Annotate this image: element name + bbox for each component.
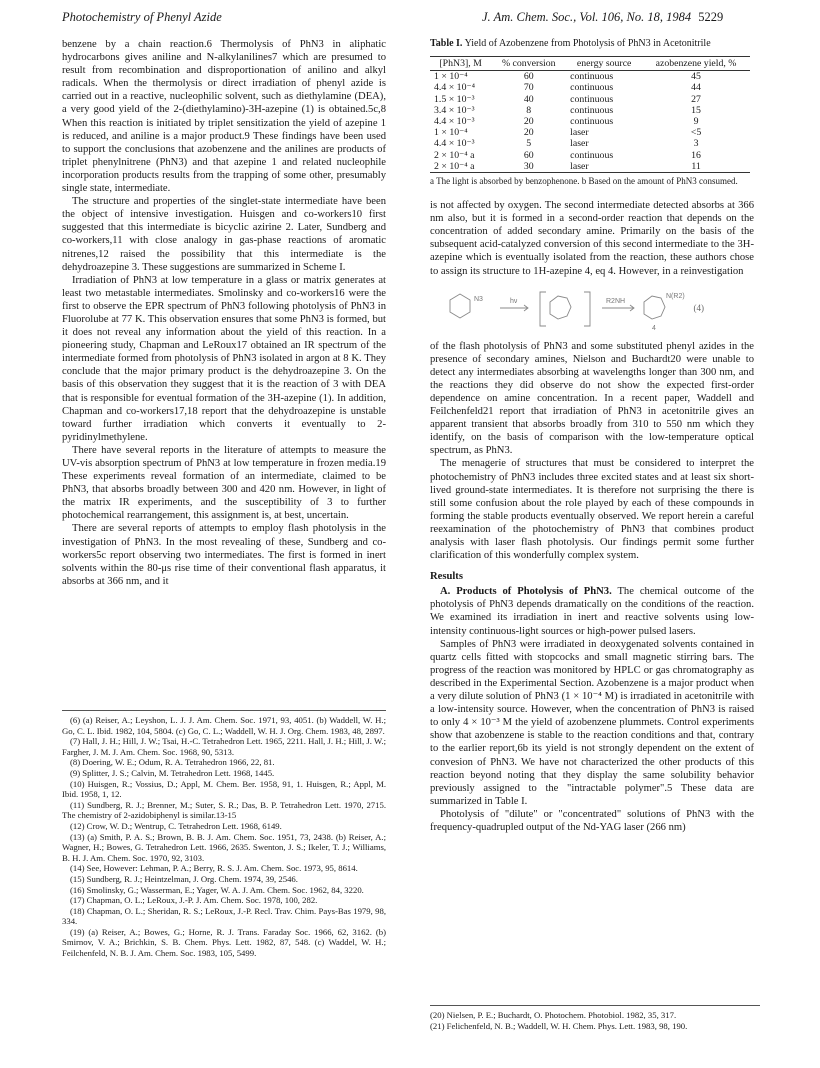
table-cell: continuous xyxy=(570,71,614,83)
azepine-ring-icon xyxy=(550,296,571,319)
table-row xyxy=(430,105,750,116)
paragraph: of the flash photolysis of PhN3 and some substituted phenyl azides in the presence of secondary amines, Nielson and Buchardt20 were unable to detect any intermediates absorbing at wavelengths longer than 300 nm, and the reactions they did observe do not show the expected first-order dependence on amine concentration. In a recent paper, Waddell and Feilchenfeld21 report that irradiation of PhN3 in acetonitrile gives an apparent transient that absorbs broadly from 310 to 550 nm which they identify, on the basis of comparison with the low-temperature optical spectrum, as PhN3. xyxy=(430,340,754,457)
footnote: (19) (a) Reiser, A.; Bowes, G.; Horne, R. J. Trans. Faraday Soc. 1966, 62, 3162. (b) Smirnov, V. A.; Brichkin, S. B. Chem. Phys. Lett. 1982, 87, 548. (c) Waddel, W. H.; Feilchenfeld, N. B. J. Am. Chem. Soc. 1983, 105, 5499. xyxy=(62,926,386,959)
table-cell: continuous xyxy=(570,149,614,161)
table-cell: 60 xyxy=(523,71,534,83)
paragraph: Samples of PhN3 were irradiated in deoxygenated solvents contained in quartz cells fitted with stopcocks and small magnetic stirring bars. The progress of the reaction was monitored by HPLC or gas chromatography as described in the Experimental Section. Azobenzene is a major product when a very dilute solution of PhN3 (1 × 10⁻⁴ M) is irradiated in acetonitrile with a low-intensity source. However, when the concentration of PhN3 is raised to only 4 × 10⁻³ M the yield of azobenzene plummets. Control experiments show that azobenzene is stable to the reaction conditions and that, contrary to the earlier report,6b its yield is not strongly dependent on the extent of convesion of PhN3. We have not characterized the other products of this reaction beyond noting that they display the same solubility behavior previously assigned to the "intractable polymer".5 These data are summarized in Table I. xyxy=(430,638,754,807)
table-cell: continuous xyxy=(570,116,614,128)
table-cell: 44 xyxy=(691,82,701,94)
reaction-equation xyxy=(430,286,754,332)
table-cell: 1 × 10⁻⁴ xyxy=(434,71,468,83)
table-cell: <5 xyxy=(690,127,702,139)
column-header: % conversion xyxy=(491,57,566,71)
table-cell: 4.4 × 10⁻³ xyxy=(434,116,475,128)
footnote: (7) Hall, J. H.; Hill, J. W.; Tsai, H.-C. Tetrahedron Lett. 1965, 2211. Hall, J. H.; Hill, J. W.; Fargher, J. M. J. Am. Chem. Soc. 1968, 90, 5313. xyxy=(62,736,386,757)
table-cell: 40 xyxy=(523,93,534,105)
table-cell: laser xyxy=(570,127,589,139)
section-heading: Results xyxy=(430,571,463,583)
footnotes-right xyxy=(430,1005,760,1031)
azepine-product-icon xyxy=(644,296,665,319)
footnote: (6) (a) Reiser, A.; Leyshon, L. J. J. Am. Chem. Soc. 1971, 93, 4051. (b) Waddell, W. H.; Go, C. L. Ibid. 1982, 104, 5804. (c) Go, C. L.; Waddell, W. H. J. Org. Chem. 1983, 48, 2897. xyxy=(62,715,386,736)
footnote: (14) See, However: Lehman, P. A.; Berry, R. S. J. Am. Chem. Soc. 1973, 95, 8614. xyxy=(70,863,358,874)
footnote: (12) Crow, W. D.; Wentrup, C. Tetrahedron Lett. 1968, 6149. xyxy=(70,820,282,831)
eq-n3-label: N3 xyxy=(474,295,483,303)
table-cell: 5 xyxy=(526,138,532,150)
benzene-ring-icon xyxy=(450,294,470,318)
footnote: (13) (a) Smith, P. A. S.; Brown, B. B. J. Am. Chem. Soc. 1951, 73, 2438. (b) Reiser, A.; Wagner, H.; Bowes, G. Tetrahedron Lett. 1966, 2635. Swenton, J. S.; Ikeler, T. J.; Williams, B. H. J. Am. Chem. Soc. 1970, 92, 3103. xyxy=(62,831,386,863)
paragraph: Irradiation of PhN3 at low temperature in a glass or matrix generates at least two metastable intermediates. Smolinsky and co-workers16 were the first to observe the EPR spectrum of PhN3 following photolysis of PhN3 in Fluorolube at 77 K. This observation ensures that some PhN3 is formed, but it does not reveal any information about the yield of this reaction. In a pioneering study, Chapman and LeRoux17 obtained an IR spectrum of the intermediate formed from photolysis of PhN3 isolated in argon at 8 K. They conclude that the major primary product is the dehydroazepine 3. On the basis of this observation they suggest that it is the reaction of 3 with DEA that is responsible for eventual formation of the 3H-azepine (1). In addition, Chapman and co-workers17,18 report that the dehydroazepine is unstable toward further irradiation which converts it eventually to 2-pyridinylmethylene. xyxy=(62,274,386,443)
running-head-right xyxy=(482,10,723,25)
eq-hv-label: hν xyxy=(510,297,518,305)
paragraph-text: The chemical outcome of the photolysis of PhN3 depends dramatically on the conditions of the reaction. We examined its irradiation in inert and reactive solvents using low-intensity continuous-light sources or high-power pulsed lasers. xyxy=(430,586,754,637)
footnote: (17) Chapman, O. L.; LeRoux, J.-P. J. Am. Chem. Soc. 1978, 100, 282. xyxy=(70,895,318,906)
table-title: Yield of Azobenzene from Photolysis of PhN3 in Acetonitrile xyxy=(464,38,711,49)
table-cell: 30 xyxy=(491,161,566,173)
table-cell: 11 xyxy=(642,161,750,173)
paragraph: benzene by a chain reaction.6 Thermolysis of PhN3 in aliphatic hydrocarbons gives aniline and N-alkylanilines7 which are presumed to result from recombination and disproportionation of anilino and alkyl radicals. When the thermolysis or direct irradiation of phenyl azide is carried out in a reactive, nucleophilic solvent, such as diethylamine (DEA), a very good yield of the 2-(diethylamino)-3H-azepine (1) is obtained.5c,8 When this reaction is initiated by triplet sensitization the yield of azepine 1 is reduced, and aniline is a major product.9 These findings have been used to support the conclusions that azobenzene and the anilines are products of triplet phenylnitrene (PhN3) and that azepine 1 and related nucleophile incorporation products results from the trapping of some other, presumably single state, intermediate. xyxy=(62,39,386,195)
right-column xyxy=(430,38,754,834)
table-cell: 70 xyxy=(523,82,534,94)
table-cell: 8 xyxy=(526,104,532,116)
paragraph: is not affected by oxygen. The second intermediate detected absorbs at 366 nm also, but it is formed in a second-order reaction that depends on the concentration of added secondary amine. Primarily on the basis of the subsequent acid-catalyzed conversion of this second intermediate to the 3H-azepine which is eventually isolated from the reaction, these authors chose to assign its structure to 1H-azepine 4, eq 4. However, in a reinvestigation xyxy=(430,200,754,277)
table-cell: continuous xyxy=(570,82,614,94)
table-cell: 1 × 10⁻⁴ xyxy=(434,127,468,139)
footnote: (8) Doering, W. E.; Odum, R. A. Tetrahedron 1966, 22, 81. xyxy=(70,757,275,768)
equation-number: (4) xyxy=(693,302,704,313)
table-cell: continuous xyxy=(570,104,614,116)
yield-table xyxy=(430,56,750,173)
subsection-heading: A. Products of Photolysis of PhN3. xyxy=(440,586,612,598)
page-number: 5229 xyxy=(698,10,724,24)
table-row xyxy=(430,116,750,127)
table-row xyxy=(430,127,750,138)
footnote: (20) Nielsen, P. E.; Buchardt, O. Photochem. Photobiol. 1982, 35, 317. xyxy=(430,1010,677,1020)
table-caption xyxy=(430,38,754,50)
table-cell: 20 xyxy=(523,116,534,128)
table-cell: 27 xyxy=(691,93,701,105)
column-header: energy source xyxy=(566,57,642,71)
paragraph: There are several reports of attempts to employ flash photolysis in the investigation of PhN3. In the most revealing of these, Sundberg and co-workers5c report observing two intermediates. The first is formed in inert solvents within the 80-μs rise time of their conventional flash apparatus, it absorbs at 366 nm, and it xyxy=(62,523,386,587)
footnote: (21) Felichenfeld, N. B.; Waddell, W. H. Chem. Phys. Lett. 1983, 98, 190. xyxy=(430,1020,688,1031)
footnote: (18) Chapman, O. L.; Sheridan, R. S.; LeRoux, J.-P. Recl. Trav. Chim. Pays-Bas 1979, 98, 334. xyxy=(62,905,386,927)
table-row xyxy=(430,71,750,83)
table-cell: 9 xyxy=(693,116,699,128)
table-cell: 1.5 × 10⁻³ xyxy=(434,93,475,105)
table-cell: laser xyxy=(566,161,642,173)
paragraph: Photolysis of "dilute" or "concentrated" solutions of PhN3 with the frequency-quadrupled output of the Nd-YAG laser (266 nm) xyxy=(430,808,754,833)
table-cell: 20 xyxy=(523,127,534,139)
table-row xyxy=(430,150,750,161)
eq-r2nh-label: R2NH xyxy=(606,297,626,305)
running-head-left: Photochemistry of Phenyl Azide xyxy=(62,10,222,24)
footnote: (10) Huisgen, R.; Vossius, D.; Appl, M. Chem. Ber. 1958, 91, 1. Huisgen, R.; Appl, M. Ibid. 1958, 1, 12. xyxy=(62,778,386,800)
column-header: azobenzene yield, % xyxy=(642,57,750,71)
journal-citation: J. Am. Chem. Soc., Vol. 106, No. 18, 1984 xyxy=(482,10,692,24)
eq-nr2-label: N(R2) xyxy=(666,292,685,300)
table-cell: 15 xyxy=(691,104,701,116)
table-row xyxy=(430,161,750,173)
column-header: [PhN3], M xyxy=(430,57,491,71)
table-row xyxy=(430,94,750,105)
table-cell: 16 xyxy=(691,149,701,161)
table-cell: 3.4 × 10⁻³ xyxy=(434,104,475,116)
footnote: (11) Sundberg, R. J.; Brenner, M.; Suter, S. R.; Das, B. P. Tetrahedron Lett. 1970, 2715. The chemistry of 2-azidobiphenyl is similar.13-15 xyxy=(62,799,386,821)
footnote: (16) Smolinsky, G.; Wasserman, E.; Yager, W. A. J. Am. Chem. Soc. 1962, 84, 3220. xyxy=(70,884,364,895)
paragraph: The menagerie of structures that must be considered to interpret the photochemistry of PhN3 includes three excited states and at least six short-lived ground-state intermediates. It is therefore not surprising the there is still some confusion about the role played by each of these compounds in forming the stable products eventually observed. We report herein a careful reexamination of the photochemistry of PhN3 that combines product analysis with laser flash photolysis. Our findings permit some further clarification of this wonderfully complex system. xyxy=(430,458,754,562)
footnote: (9) Splitter, J. S.; Calvin, M. Tetrahedron Lett. 1968, 1445. xyxy=(70,767,275,778)
footnotes-left xyxy=(62,710,386,959)
paragraph xyxy=(430,585,754,637)
table-footnote: a The light is absorbed by benzophenone. b Based on the amount of PhN3 consumed. xyxy=(430,176,738,187)
table-cell: 60 xyxy=(523,149,534,161)
paragraph: There have several reports in the literature of attempts to measure the UV-vis absorption spectrum of PhN3 at low temperature in frozen media.19 These experiments reveal formation of an intermediate, claimed to be PhN3, that absorbs broadly between 300 and 420 nm. However, in light of the matrix IR experiments, and the susceptibility of 3 to further photochemical rearrangement, this assignment is, at best, uncertain. xyxy=(62,444,386,522)
table-cell: 3 xyxy=(693,138,699,150)
table-cell: 4.4 × 10⁻⁴ xyxy=(434,82,476,94)
footnote: (15) Sundberg, R. J.; Heintzelman, J. Org. Chem. 1974, 39, 2546. xyxy=(70,873,298,884)
table-cell: 2 × 10⁻⁴ a xyxy=(430,161,491,173)
table-row xyxy=(430,138,750,149)
table-cell: laser xyxy=(570,138,589,150)
table-row xyxy=(430,82,750,93)
eq-compound-number: 4 xyxy=(652,324,656,332)
table-header-row xyxy=(430,57,750,71)
table-cell: 2 × 10⁻⁴ a xyxy=(434,149,475,161)
left-column xyxy=(62,38,386,588)
table-cell: continuous xyxy=(570,93,614,105)
table-label: Table I. xyxy=(430,38,463,49)
paragraph: The structure and properties of the singlet-state intermediate have been the object of intensive investigation. Huisgen and co-workers10 first suggested that this intermediate is bicyclic azirine 2. Later, Sundberg and co-workers,11 with close analogy in gas-phase reactions of aromatic nitrenes,12 raised the possibility that this intermediate is the dehydroazepine 3. These suggestions are summarized in Scheme I. xyxy=(62,196,386,273)
table-cell: 4.4 × 10⁻³ xyxy=(434,138,475,150)
table-cell: 45 xyxy=(691,71,701,83)
